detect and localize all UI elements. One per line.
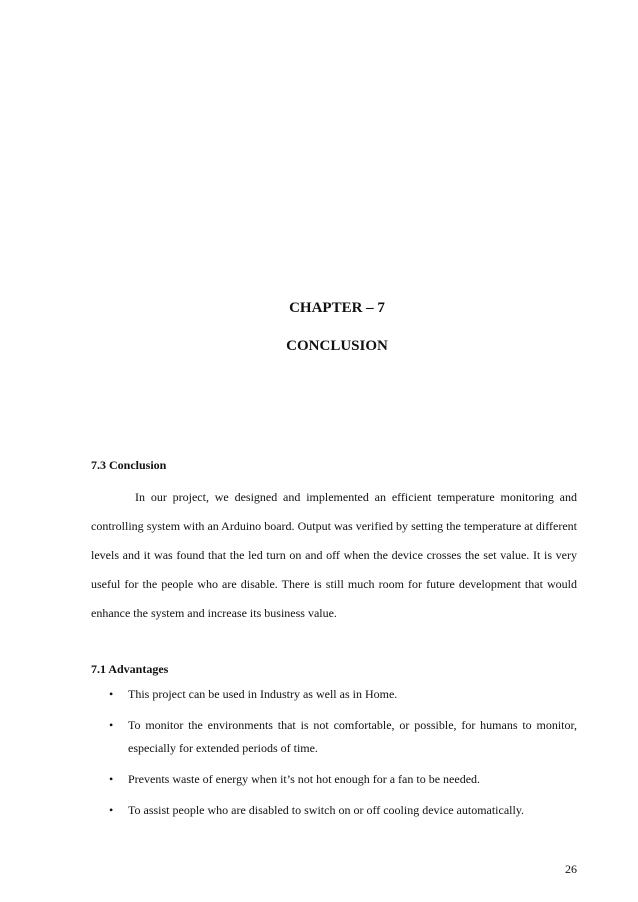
bullet-icon: • bbox=[109, 687, 114, 701]
list-item bbox=[91, 714, 577, 760]
advantages-heading: 7.1 Advantages bbox=[91, 662, 169, 676]
chapter-title: CONCLUSION bbox=[286, 338, 388, 354]
list-item bbox=[91, 768, 577, 791]
bullet-icon: • bbox=[109, 803, 114, 817]
advantage-text: This project can be used in Industry as well as in Home. bbox=[128, 687, 398, 701]
chapter-number: CHAPTER – 7 bbox=[289, 300, 385, 316]
conclusion-paragraph: In our project, we designed and implemented an efficient temperature monitoring and controlling system with an Arduino board. Output was verified by setting the temperature at different levels and it was found that the led turn on and off when the device crosses the set value. It is very useful for the people who are disable. There is still much room for future development that would enhance the system and increase its business value. bbox=[91, 490, 577, 620]
advantages-list bbox=[91, 683, 577, 830]
bullet-icon: • bbox=[109, 772, 114, 786]
list-item bbox=[91, 799, 577, 822]
conclusion-heading: 7.3 Conclusion bbox=[91, 458, 167, 472]
advantage-text: To monitor the environments that is not comfortable, or possible, for humans to monitor, especially for extended periods of time. bbox=[128, 718, 577, 755]
page-number: 26 bbox=[565, 862, 577, 876]
advantage-text: To assist people who are disabled to switch on or off cooling device automatically. bbox=[128, 803, 525, 817]
bullet-icon: • bbox=[109, 718, 114, 732]
list-item bbox=[91, 683, 577, 706]
advantage-text: Prevents waste of energy when it’s not hot enough for a fan to be needed. bbox=[128, 772, 481, 786]
